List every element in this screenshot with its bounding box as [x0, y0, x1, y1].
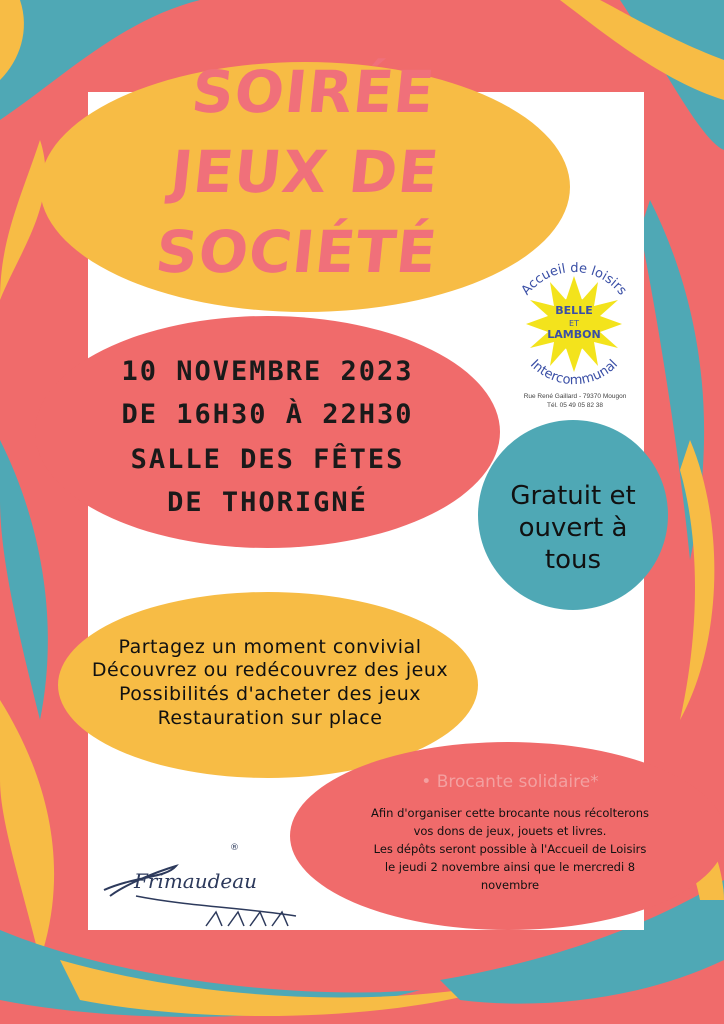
title-line: SOIRÉE: [188, 58, 439, 126]
highlight-item: Possibilités d'acheter des jeux: [119, 683, 421, 705]
logo-name-line: ET: [569, 319, 579, 328]
logo-arc-bottom: Intercommunal: [527, 357, 621, 389]
logo-contact: [500, 392, 650, 410]
event-time: DE 16H30 À 22H30: [121, 399, 414, 430]
logo-name-line: LAMBON: [547, 328, 601, 341]
logo-address: Rue René Gaillard - 79370 Mougon: [523, 393, 627, 400]
brocante-text-line: le jeudi 2 novembre ainsi que le mercredi 8: [384, 860, 636, 874]
logo-arc-top: Accueil de loisirs: [518, 260, 630, 299]
poster-title: [47, 52, 562, 292]
free-badge-text: [478, 480, 668, 576]
brocante-text-line: novembre: [480, 878, 540, 892]
brocante-title: • Brocante solidaire*: [421, 772, 599, 792]
brocante-text-line: Les dépôts seront possible à l'Accueil de Loisirs: [373, 842, 647, 856]
registered-mark: ®: [230, 843, 239, 853]
brocante-text-line: vos dons de jeux, jouets et livres.: [413, 824, 607, 838]
highlight-item: Restauration sur place: [157, 707, 383, 729]
title-line: JEUX DE: [167, 138, 443, 206]
logo-phone: Tél. 05 49 05 82 38: [546, 402, 603, 409]
free-badge-line: ouvert à: [518, 513, 628, 543]
signature-text: Frimaudeau: [134, 869, 258, 893]
event-date: 10 NOVEMBRE 2023: [121, 356, 414, 387]
highlight-item: Découvrez ou redécouvrez des jeux: [91, 659, 449, 681]
brocante-text-line: Afin d'organiser cette brocante nous récolterons: [371, 806, 649, 820]
free-badge-line: tous: [544, 545, 602, 575]
frimaudeau-signature-logo: [96, 836, 306, 930]
event-venue-line1: SALLE DES FÊTES: [130, 444, 405, 475]
free-badge-line: Gratuit et: [510, 481, 636, 511]
event-venue-line2: DE THORIGNÉ: [167, 487, 368, 518]
logo-name-line: BELLE: [555, 304, 593, 317]
highlight-item: Partagez un moment convivial: [118, 636, 422, 658]
title-line: SOCIÉTÉ: [152, 218, 441, 286]
belle-et-lambon-logo: [504, 240, 644, 408]
